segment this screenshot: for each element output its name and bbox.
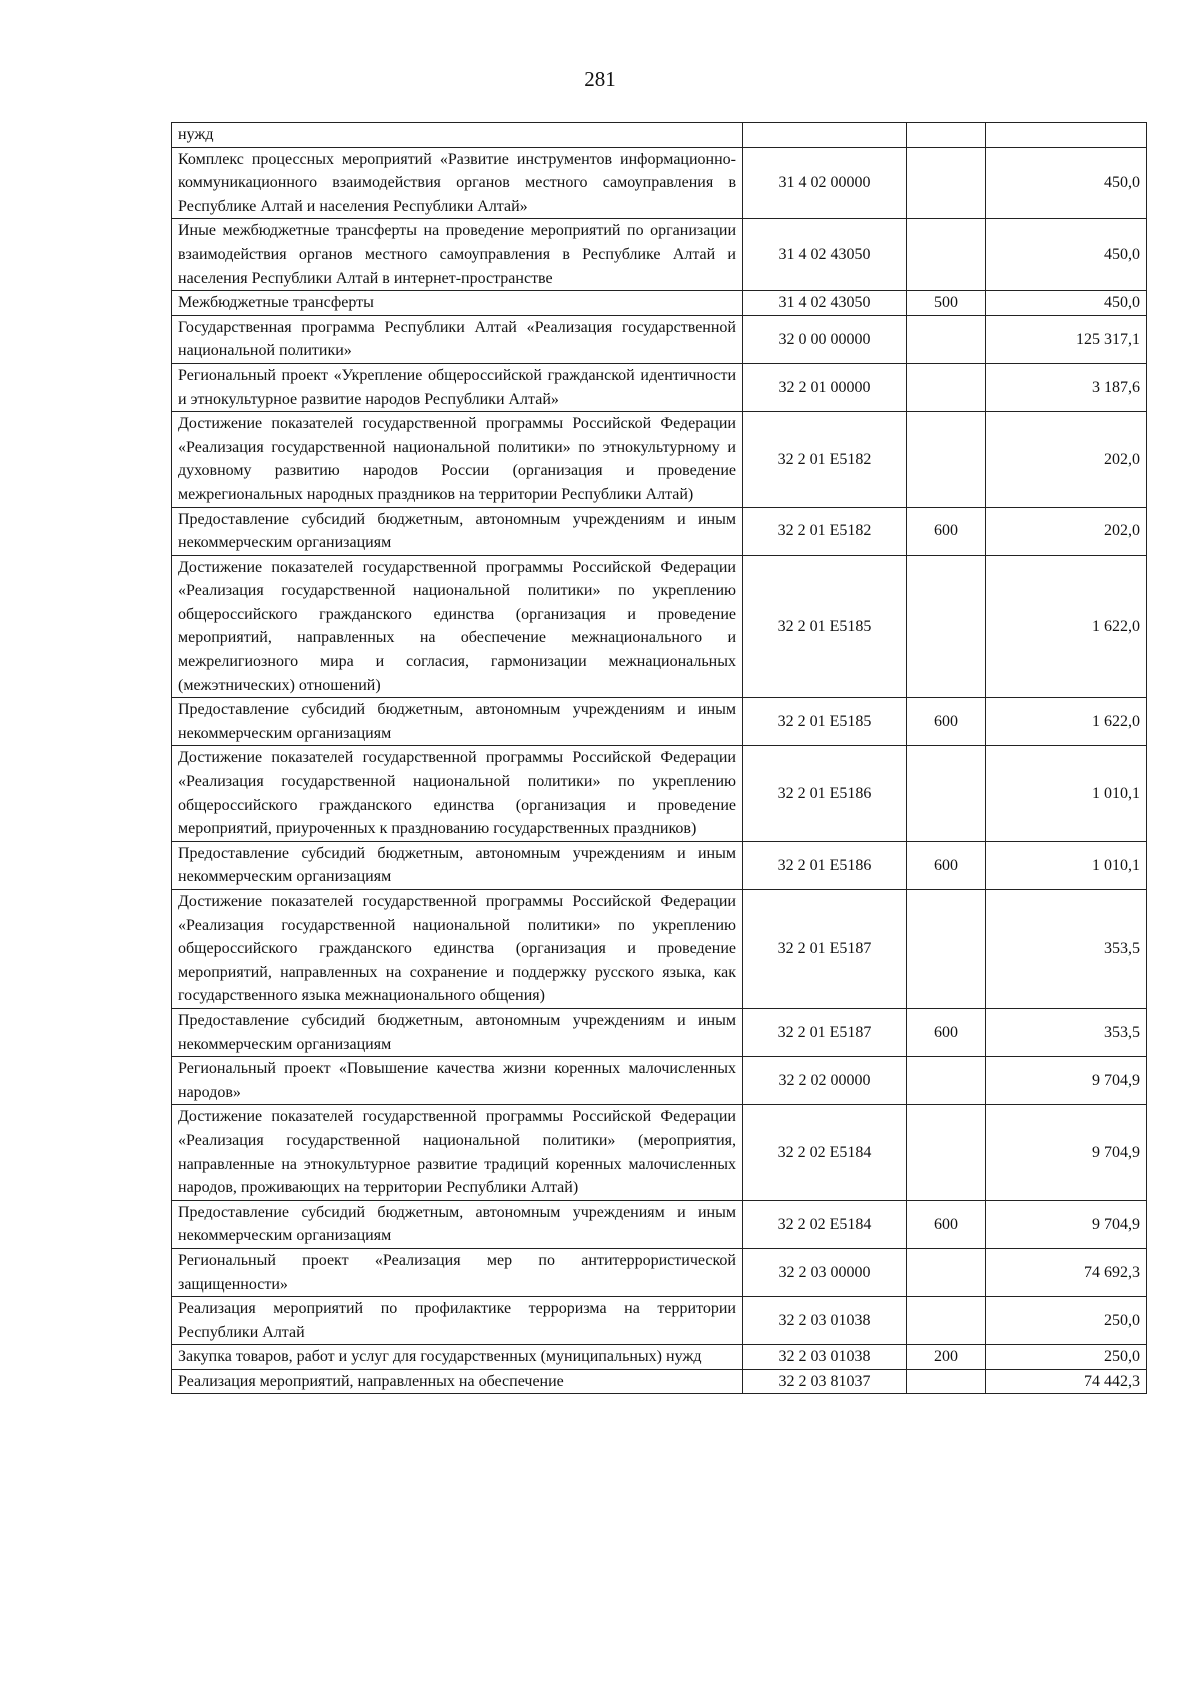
row-sum-cell: 450,0 xyxy=(986,219,1147,291)
row-sum-cell: 353,5 xyxy=(986,1008,1147,1056)
row-name-cell: Достижение показателей государственной программы Российской Федерации «Реализация государственной национальной политики» по укреплению общероссийского гражданского единства (организация и проведение мероприятий, направленных на сохранение и поддержку русского языка, как государственного языка межнационального общения) xyxy=(172,890,743,1009)
table-row xyxy=(172,841,1147,889)
row-code-cell: 32 2 02 E5184 xyxy=(743,1105,907,1200)
budget-table xyxy=(171,122,1147,1394)
row-type-cell: 500 xyxy=(907,291,986,316)
row-code-cell: 32 2 01 00000 xyxy=(743,363,907,411)
row-sum-cell: 74 442,3 xyxy=(986,1369,1147,1394)
row-code-cell: 31 4 02 00000 xyxy=(743,147,907,219)
table-row xyxy=(172,1008,1147,1056)
row-type-cell xyxy=(907,315,986,363)
row-type-cell xyxy=(907,147,986,219)
row-name-cell: Комплекс процессных мероприятий «Развитие инструментов информационно-коммуникационного взаимодействия органов местного самоуправления в Республике Алтай и населения Республики Алтай» xyxy=(172,147,743,219)
row-name-cell: Реализация мероприятий по профилактике терроризма на территории Республики Алтай xyxy=(172,1297,743,1345)
table-row xyxy=(172,1345,1147,1370)
row-type-cell xyxy=(907,1248,986,1296)
row-type-cell: 600 xyxy=(907,1008,986,1056)
row-sum-cell: 250,0 xyxy=(986,1345,1147,1370)
table-row xyxy=(172,315,1147,363)
row-type-cell: 200 xyxy=(907,1345,986,1370)
row-type-cell xyxy=(907,123,986,148)
row-name-cell: Достижение показателей государственной программы Российской Федерации «Реализация государственной национальной политики» (мероприятия, направленные на этнокультурное развитие традиций коренных малочисленных народов, проживающих на территории Республики Алтай) xyxy=(172,1105,743,1200)
row-name-cell: Государственная программа Республики Алтай «Реализация государственной национальной политики» xyxy=(172,315,743,363)
page-number: 281 xyxy=(584,67,616,91)
row-name-cell: Реализация мероприятий, направленных на обеспечение xyxy=(172,1369,743,1394)
row-sum-cell: 450,0 xyxy=(986,291,1147,316)
row-type-cell: 600 xyxy=(907,1200,986,1248)
row-sum-cell: 9 704,9 xyxy=(986,1200,1147,1248)
row-code-cell: 31 4 02 43050 xyxy=(743,219,907,291)
row-type-cell xyxy=(907,890,986,1009)
row-name-cell: Межбюджетные трансферты xyxy=(172,291,743,316)
row-name-cell: Достижение показателей государственной программы Российской Федерации «Реализация государственной национальной политики» по укреплению общероссийского гражданского единства (организация и проведение мероприятий, приуроченных к празднованию государственных праздников) xyxy=(172,746,743,841)
row-sum-cell: 1 622,0 xyxy=(986,698,1147,746)
row-code-cell: 31 4 02 43050 xyxy=(743,291,907,316)
row-code-cell: 32 2 01 E5182 xyxy=(743,412,907,507)
row-name-cell: Предоставление субсидий бюджетным, автономным учреждениям и иным некоммерческим организациям xyxy=(172,698,743,746)
table-row xyxy=(172,1369,1147,1394)
row-sum-cell xyxy=(986,123,1147,148)
table-row xyxy=(172,147,1147,219)
row-type-cell xyxy=(907,746,986,841)
row-code-cell: 32 2 03 00000 xyxy=(743,1248,907,1296)
row-code-cell: 32 2 03 81037 xyxy=(743,1369,907,1394)
row-code-cell: 32 2 01 E5185 xyxy=(743,698,907,746)
row-type-cell xyxy=(907,363,986,411)
row-sum-cell: 1 010,1 xyxy=(986,841,1147,889)
budget-table-body xyxy=(172,123,1147,1394)
row-code-cell: 32 2 01 E5185 xyxy=(743,555,907,698)
row-code-cell: 32 2 01 E5186 xyxy=(743,746,907,841)
row-name-cell: Предоставление субсидий бюджетным, автономным учреждениям и иным некоммерческим организациям xyxy=(172,1200,743,1248)
row-type-cell xyxy=(907,1369,986,1394)
row-type-cell xyxy=(907,1297,986,1345)
row-name-cell: Предоставление субсидий бюджетным, автономным учреждениям и иным некоммерческим организациям xyxy=(172,1008,743,1056)
table-row xyxy=(172,1057,1147,1105)
row-name-cell: Иные межбюджетные трансферты на проведение мероприятий по организации взаимодействия органов местного самоуправления в Республике Алтай и населения Республики Алтай в интернет-пространстве xyxy=(172,219,743,291)
table-row xyxy=(172,1248,1147,1296)
table-row xyxy=(172,1105,1147,1200)
row-code-cell: 32 2 01 E5187 xyxy=(743,1008,907,1056)
row-sum-cell: 9 704,9 xyxy=(986,1057,1147,1105)
row-sum-cell: 450,0 xyxy=(986,147,1147,219)
row-code-cell xyxy=(743,123,907,148)
table-row xyxy=(172,219,1147,291)
row-type-cell: 600 xyxy=(907,507,986,555)
table-row xyxy=(172,507,1147,555)
row-code-cell: 32 2 03 01038 xyxy=(743,1297,907,1345)
row-sum-cell: 202,0 xyxy=(986,507,1147,555)
row-type-cell: 600 xyxy=(907,698,986,746)
row-sum-cell: 3 187,6 xyxy=(986,363,1147,411)
table-row xyxy=(172,555,1147,698)
row-name-cell: Закупка товаров, работ и услуг для государственных (муниципальных) нужд xyxy=(172,1345,743,1370)
table-row xyxy=(172,123,1147,148)
table-row xyxy=(172,698,1147,746)
row-sum-cell: 1 010,1 xyxy=(986,746,1147,841)
row-sum-cell: 353,5 xyxy=(986,890,1147,1009)
row-code-cell: 32 2 01 E5182 xyxy=(743,507,907,555)
row-type-cell xyxy=(907,1057,986,1105)
row-code-cell: 32 2 03 01038 xyxy=(743,1345,907,1370)
row-sum-cell: 9 704,9 xyxy=(986,1105,1147,1200)
row-sum-cell: 74 692,3 xyxy=(986,1248,1147,1296)
row-sum-cell: 250,0 xyxy=(986,1297,1147,1345)
row-name-cell: Региональный проект «Повышение качества жизни коренных малочисленных народов» xyxy=(172,1057,743,1105)
row-code-cell: 32 2 02 00000 xyxy=(743,1057,907,1105)
row-name-cell: Достижение показателей государственной программы Российской Федерации «Реализация государственной национальной политики» по укреплению общероссийского гражданского единства (организация и проведение мероприятий, направленных на обеспечение межнационального и межрелигиозного мира и согласия, гармонизации межнациональных (межэтнических) отношений) xyxy=(172,555,743,698)
row-name-cell: нужд xyxy=(172,123,743,148)
row-type-cell xyxy=(907,555,986,698)
row-name-cell: Региональный проект «Укрепление общероссийской гражданской идентичности и этнокультурное развитие народов Республики Алтай» xyxy=(172,363,743,411)
row-type-cell xyxy=(907,412,986,507)
row-code-cell: 32 2 01 E5187 xyxy=(743,890,907,1009)
row-sum-cell: 125 317,1 xyxy=(986,315,1147,363)
row-code-cell: 32 0 00 00000 xyxy=(743,315,907,363)
table-row xyxy=(172,1200,1147,1248)
table-row xyxy=(172,746,1147,841)
table-row xyxy=(172,412,1147,507)
table-row xyxy=(172,1297,1147,1345)
row-code-cell: 32 2 02 E5184 xyxy=(743,1200,907,1248)
row-name-cell: Предоставление субсидий бюджетным, автономным учреждениям и иным некоммерческим организациям xyxy=(172,841,743,889)
row-name-cell: Региональный проект «Реализация мер по антитеррористической защищенности» xyxy=(172,1248,743,1296)
row-type-cell xyxy=(907,1105,986,1200)
row-sum-cell: 202,0 xyxy=(986,412,1147,507)
table-row xyxy=(172,291,1147,316)
table-row xyxy=(172,890,1147,1009)
row-type-cell xyxy=(907,219,986,291)
table-row xyxy=(172,363,1147,411)
row-sum-cell: 1 622,0 xyxy=(986,555,1147,698)
row-code-cell: 32 2 01 E5186 xyxy=(743,841,907,889)
row-type-cell: 600 xyxy=(907,841,986,889)
row-name-cell: Достижение показателей государственной программы Российской Федерации «Реализация государственной национальной политики» по этнокультурному и духовному развитию народов России (организация и проведение межрегиональных народных праздников на территории Республики Алтай) xyxy=(172,412,743,507)
row-name-cell: Предоставление субсидий бюджетным, автономным учреждениям и иным некоммерческим организациям xyxy=(172,507,743,555)
